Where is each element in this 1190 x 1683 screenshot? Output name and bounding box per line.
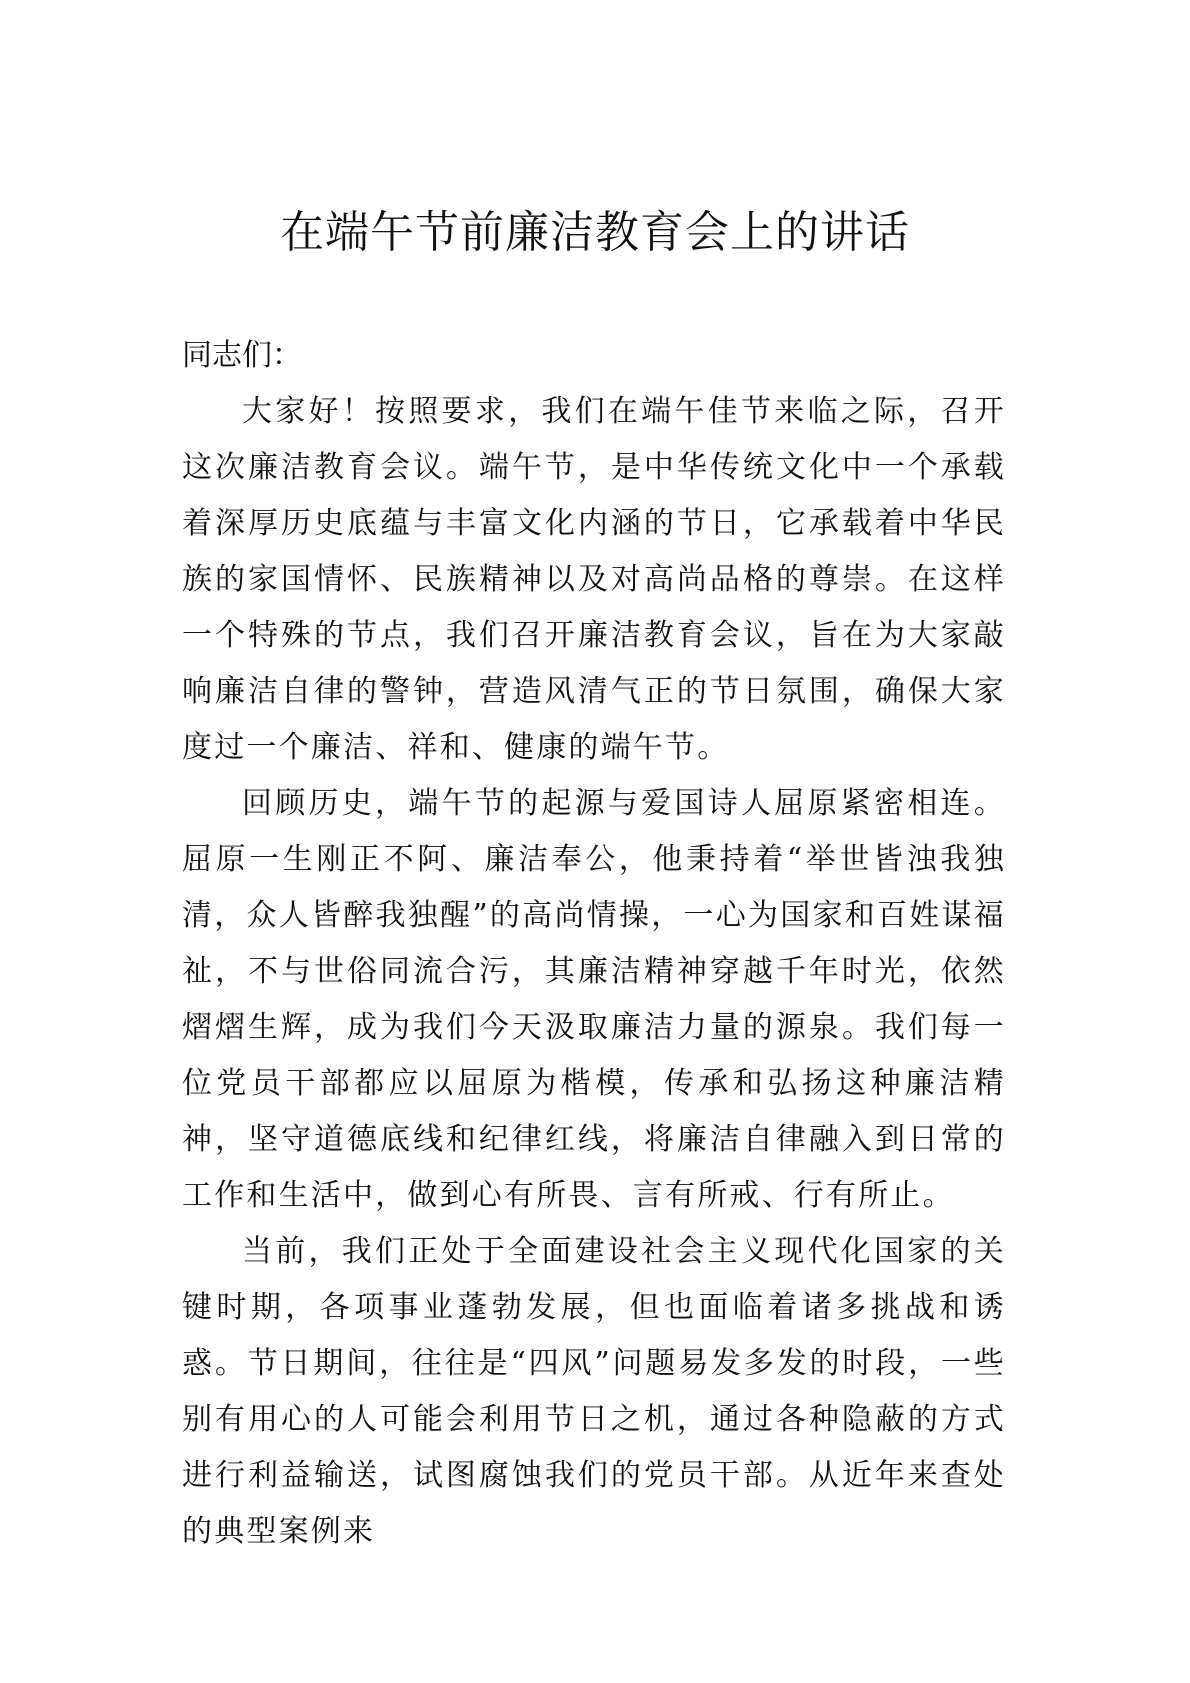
paragraph-3: 当前，我们正处于全面建设社会主义现代化国家的关键时期，各项事业蓬勃发展，但也面临着诸多挑战和诱惑。节日期间，往往是“四风”问题易发多发的时段，一些别有用心的人可能会利用节日之机，通过各种隐蔽的方式进行利益输送，试图腐蚀我们的党员干部。从近年来查处的典型案例来 [182, 1234, 1006, 1549]
salutation: 同志们： [182, 338, 302, 373]
document-body [182, 328, 1006, 1560]
paragraph-1: 大家好！按照要求，我们在端午佳节来临之际，召开这次廉洁教育会议。端午节，是中华传统文化中一个承载着深厚历史底蕴与丰富文化内涵的节日，它承载着中华民族的家国情怀、民族精神以及对高尚品格的尊崇。在这样一个特殊的节点，我们召开廉洁教育会议，旨在为大家敲响廉洁自律的警钟，营造风清气正的节日氛围，确保大家度过一个廉洁、祥和、健康的端午节。 [182, 394, 1006, 765]
document-title: 在端午节前廉洁教育会上的讲话 [280, 207, 910, 258]
paragraph-2: 回顾历史，端午节的起源与爱国诗人屈原紧密相连。屈原一生刚正不阿、廉洁奉公，他秉持着“举世皆浊我独清，众人皆醉我独醒”的高尚情操，一心为国家和百姓谋福祉，不与世俗同流合污，其廉洁精神穿越千年时光，依然熠熠生辉，成为我们今天汲取廉洁力量的源泉。我们每一位党员干部都应以屈原为楷模，传承和弘扬这种廉洁精神，坚守道德底线和纪律红线，将廉洁自律融入到日常的工作和生活中，做到心有所畏、言有所戒、行有所止。 [182, 786, 1006, 1213]
